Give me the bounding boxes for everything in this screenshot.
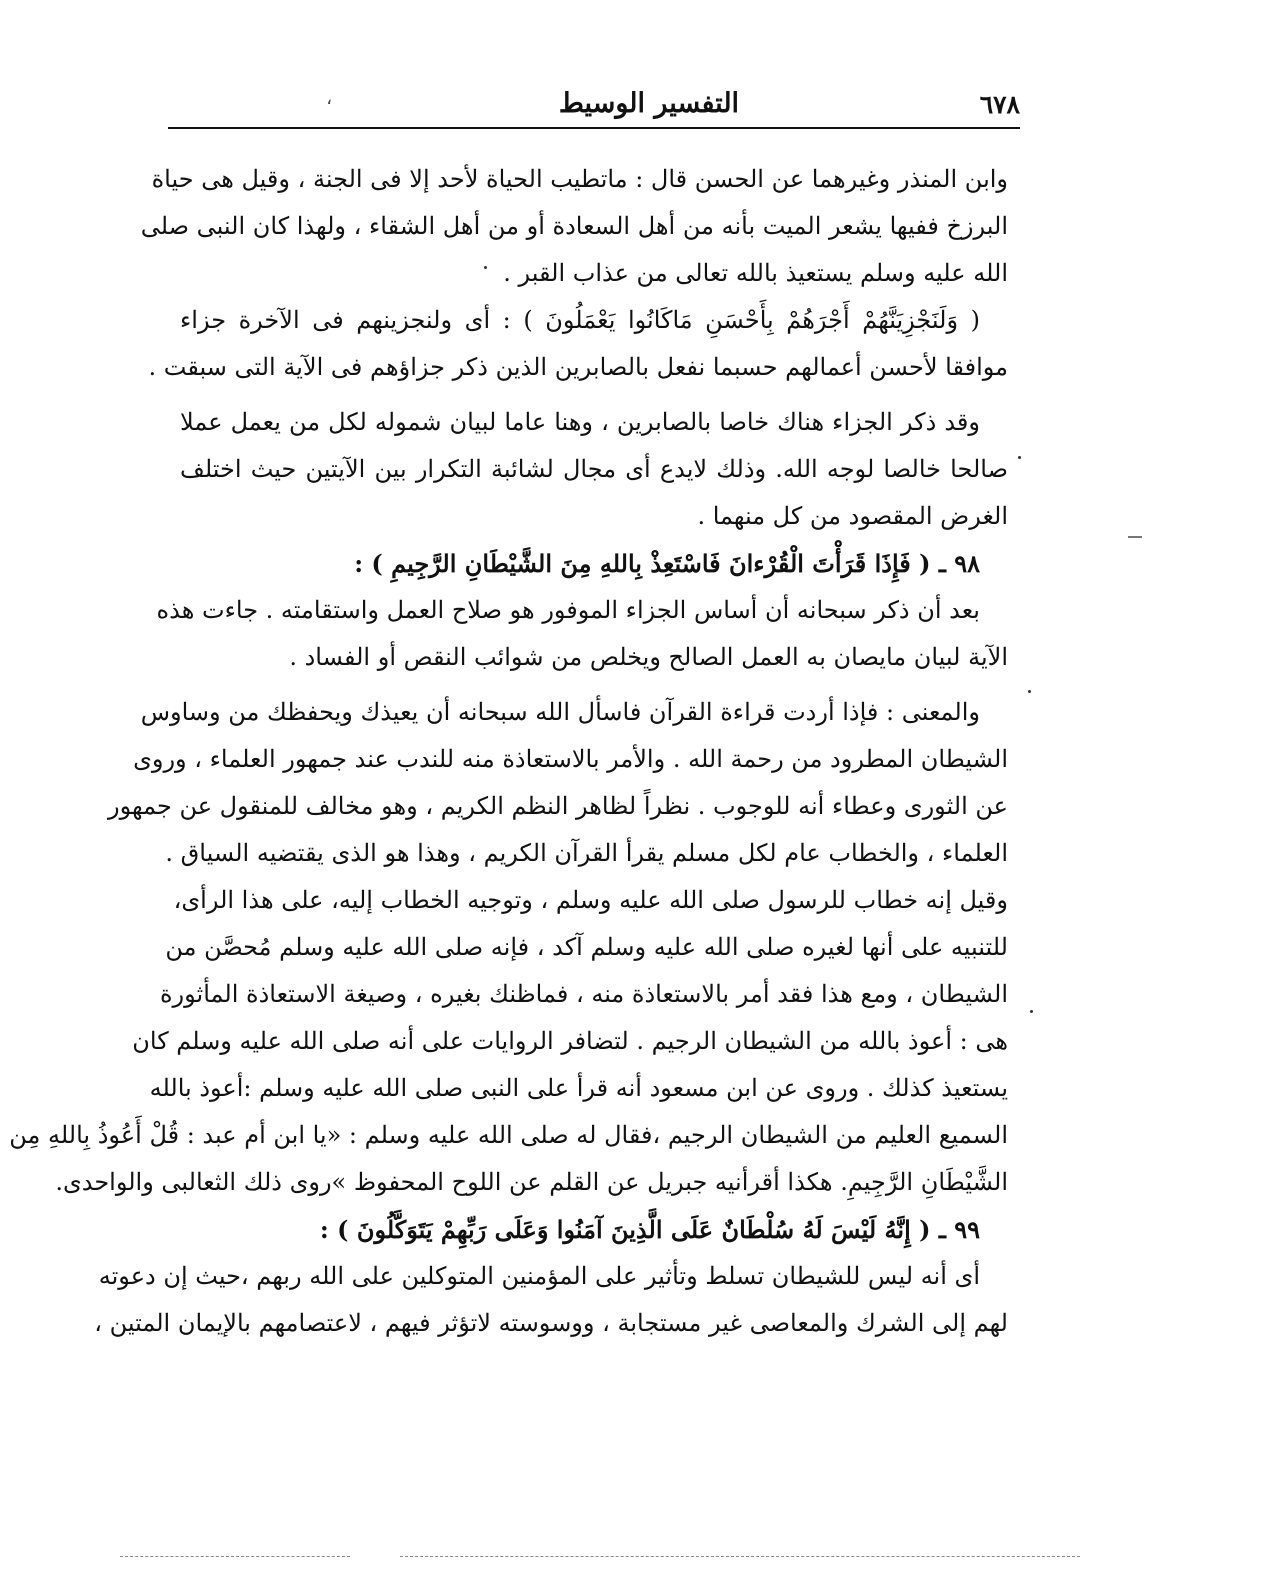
- text-line: الآية لبيان مايصان به العمل الصالح ويخلص من شوائب النقص أو الفساد .: [289, 643, 1008, 671]
- text-line: صالحا خالصا لوجه الله. وذلك لايدع أى مجال لشائبة التكرار بين الآيتين حيث اختلف: [180, 455, 1008, 483]
- page-body: [9, 156, 1008, 1347]
- text-line: موافقا لأحسن أعمالهم حسبما نفعل بالصابرين الذين ذكر جزاؤهم فى الآية التى سبقت .: [148, 353, 1008, 381]
- text-line: ( وَلَنَجْزِيَنَّهُمْ أَجْرَهُمْ بِأَحْسَنِ مَاكَانُوا يَعْمَلُونَ ) : أى ولنجزينهم فى الآخرة جزاء: [180, 306, 980, 334]
- scan-speck: [484, 266, 487, 269]
- header-rule: [168, 127, 1020, 129]
- margin-mark: [1128, 536, 1142, 538]
- text-line: أى أنه ليس للشيطان تسلط وتأثير على المؤمنين المتوكلين على الله ربهم ،حيث إن دعوته: [98, 1262, 980, 1290]
- paragraph-6: [94, 1253, 1008, 1347]
- paragraph-4: [156, 587, 1008, 681]
- page-header: [168, 82, 1020, 128]
- text-line: البرزخ ففيها يشعر الميت بأنه من أهل السعادة أو من أهل الشقاء ، ولهذا كان النبى صلى: [140, 212, 1008, 240]
- text-line: والمعنى : فإذا أردت قراءة القرآن فاسأل الله سبحانه أن يعيذك ويحفظك من وساوس: [140, 698, 980, 726]
- header-mark: ،: [326, 88, 332, 109]
- text-line: يستعيذ كذلك . وروى عن ابن مسعود أنه قرأ على النبى صلى الله عليه وسلم :أعوذ بالله: [149, 1074, 1008, 1102]
- text-line: عن الثورى وعطاء أنه للوجوب . نظراً لظاهر النظم الكريم ، وهو مخالف للمنقول عن جمهور: [108, 792, 1008, 820]
- text-line: الغرض المقصود من كل منهما .: [697, 502, 1008, 530]
- text-line: العلماء ، والخطاب عام لكل مسلم يقرأ القرآن الكريم ، وهذا هو الذى يقتضيه السياق .: [165, 839, 1008, 867]
- verse-heading-98: ٩٨ ـ ( فَإِذَا قَرَأْتَ الْقُرْءانَ فَاسْتَعِذْ بِاللهِ مِنَ الشَّيْطَانِ الرَّجِيمِ ) :: [354, 549, 980, 578]
- text-line: الشيطان ، ومع هذا فقد أمر بالاستعاذة منه ، فماظنك بغيره ، وصيغة الاستعاذة المأثورة: [159, 980, 1008, 1008]
- paragraph-1: [140, 156, 1008, 297]
- text-line: الشَّيْطَانِ الرَّجِيمِ. هكذا أقرأنيه جبريل عن القلم عن اللوح المحفوظ »روى ذلك الثعالبى والواحدى.: [55, 1168, 1008, 1196]
- paragraph-2: [148, 297, 1008, 391]
- text-line: هى : أعوذ بالله من الشيطان الرجيم . لتضافر الروايات على أنه صلى الله عليه وسلم كان: [132, 1027, 1008, 1055]
- text-line: وقد ذكر الجزاء هناك خاصا بالصابرين ، وهنا عاما لبيان شموله لكل من يعمل عملا: [180, 408, 980, 436]
- text-line: لهم إلى الشرك والمعاصى غير مستجابة ، ووسوسته لاتؤثر فيهم ، لاعتصامهم بالإيمان المتين ،: [94, 1309, 1008, 1337]
- scan-speck: [1018, 456, 1021, 459]
- paragraph-3: [180, 399, 1008, 540]
- text-line: بعد أن ذكر سبحانه أن أساس الجزاء الموفور هو صلاح العمل واستقامته . جاءت هذه: [156, 596, 980, 624]
- page-number: ٦٧٨: [979, 90, 1020, 119]
- text-line: للتنبيه على أنها لغيره صلى الله عليه وسلم آكد ، فإنه صلى الله عليه وسلم مُحصَّن من: [165, 933, 1008, 961]
- verse-heading-99: ٩٩ ـ ( إِنَّهُ لَيْسَ لَهُ سُلْطَانٌ عَلَى الَّذِينَ آمَنُوا وَعَلَى رَبِّهِمْ يَتَوَكَّلُونَ ) :: [319, 1215, 980, 1244]
- text-line: الله عليه وسلم يستعيذ بالله تعالى من عذاب القبر .: [503, 259, 1008, 287]
- scan-speck: [1030, 1010, 1033, 1013]
- text-line: وقيل إنه خطاب للرسول صلى الله عليه وسلم ، وتوجيه الخطاب إليه، على هذا الرأى،: [173, 886, 1008, 914]
- running-title: التفسير الوسيط: [558, 88, 740, 119]
- paragraph-5: [9, 689, 1008, 1206]
- text-line: السميع العليم من الشيطان الرجيم ،فقال له صلى الله عليه وسلم : «يا ابن أم عبد : قُلْ أَعُوذُ بِاللهِ مِن: [9, 1121, 1008, 1149]
- bottom-rule: [120, 1556, 350, 1557]
- scan-speck: [1028, 690, 1031, 693]
- paragraph-gap: [180, 391, 1008, 399]
- paragraph-gap: [180, 681, 1008, 689]
- text-line: الشيطان المطرود من رحمة الله . والأمر بالاستعاذة منه للندب عند جمهور العلماء ، وروى: [133, 745, 1008, 773]
- bottom-rule: [400, 1556, 1080, 1557]
- text-line: وابن المنذر وغيرهما عن الحسن قال : ماتطيب الحياة لأحد إلا فى الجنة ، وقيل هى حياة: [151, 165, 1008, 193]
